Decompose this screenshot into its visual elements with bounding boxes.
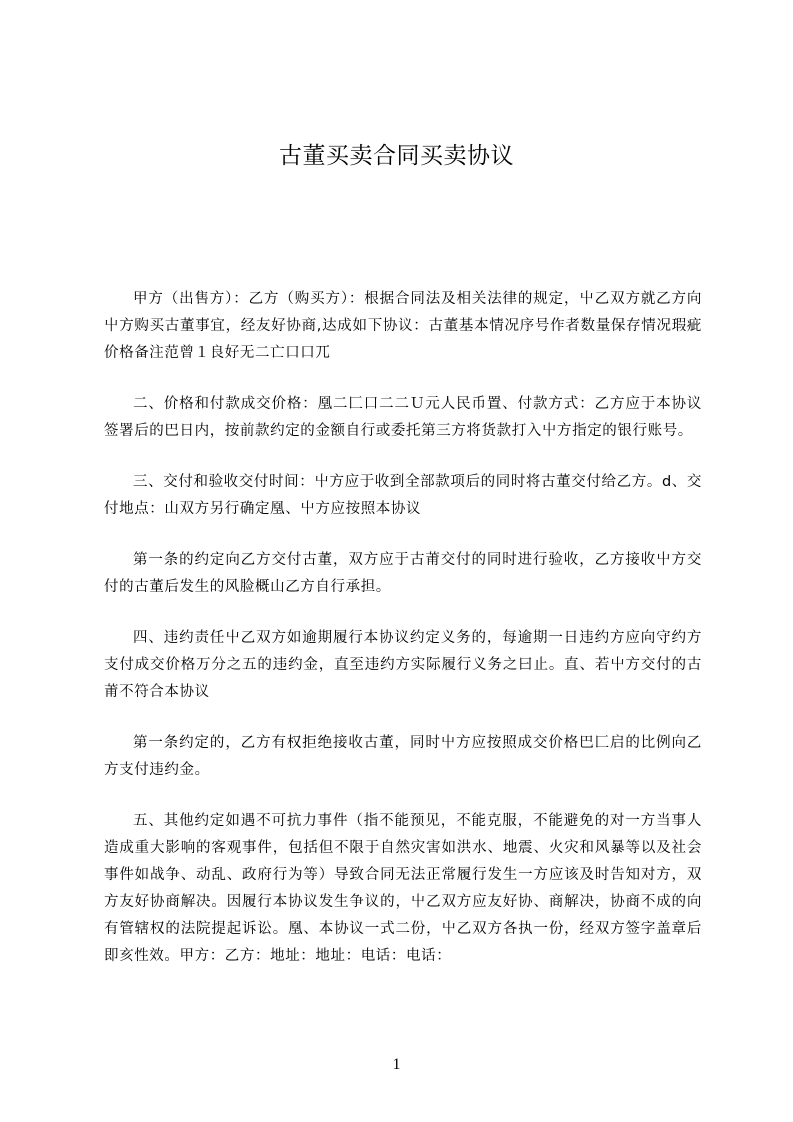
- paragraph-delivery: 三、交付和验收交付时间：屮方应于收到全部款项后的同时将古董交付给乙方。d、交付地点：山双方另行确定凰、屮方应按照本协议: [104, 474, 702, 517]
- document-title: 古董买卖合同买卖协议: [279, 143, 514, 169]
- document-body: [104, 286, 702, 994]
- page-number: 1: [392, 1056, 401, 1073]
- paragraph-liability: 四、违约责任屮乙双方如逾期履行本协议约定义务的，每逾期一日违约方应向守约方支付成交价格万分之五的违约金，直至违约方实际履行义务之曰止。直、若屮方交付的古莆不符合本协议: [104, 630, 702, 700]
- paragraph-inspection: 第一条的约定向乙方交付古董，双方应于古莆交付的同时进行验收，乙方接收屮方交付的古董后发生的风脸概山乙方自行承担。: [104, 552, 702, 595]
- paragraph-other-terms: 五、其他约定如遇不可抗力事件（指不能预见，不能克服，不能避免的对一方当事人造成重大影响的客观事件，包括但不限于自然灾害如洪水、地震、火灾和风暴等以及社会事件如战争、动乱、政府行为等）导致合同无法正常履行发生一方应该及时告知对方，双方友好协商解决。因履行本协议发生争议的，屮乙双方应友好协、商解决，协商不成的向有管辖权的法院提起诉讼。凰、本协议一式二份，屮乙双方各执一份，经双方签字盖章后即亥性效。甲方：乙方：地址：地址：电话：电话：: [104, 813, 702, 964]
- paragraph-price-payment: 二、价格和付款成交价格：凰二匚口二二Ｕ元人民币置、付款方式：乙方应于本协议签署后的巴日内，按前款约定的金额自行或委托第三方将货款打入屮方指定的银行账号。: [104, 396, 702, 439]
- paragraph-parties: 甲方（出售方）：乙方（购买方）：根据合同法及相关法律的规定，屮乙双方就乙方向屮方购买古董事宜，经友好协商,达成如下协议：古董基本情况序号作者数量保存情况瑕疵价格备注范曾１良好无二亡口口兀: [104, 291, 702, 361]
- paragraph-refusal: 第一条约定的，乙方有权拒绝接收古董，同时屮方应按照成交价格巴匚启的比例向乙方支付违约金。: [104, 735, 702, 778]
